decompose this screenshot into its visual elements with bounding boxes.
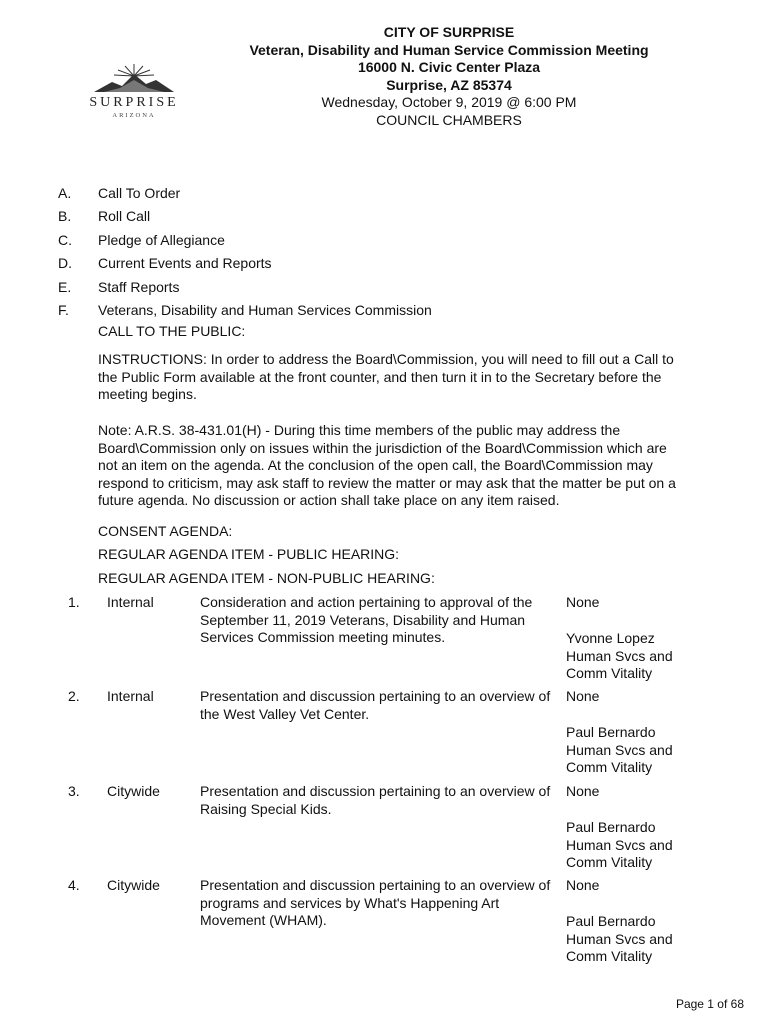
item-location: Internal xyxy=(107,688,154,704)
call-to-public-instructions: INSTRUCTIONS: In order to address the Board\Commission, you will need to fill out a Call to the Public Form available at the front counter, and then turn it in to the Secretary before the meeting begins. xyxy=(98,351,674,402)
item-contact xyxy=(566,724,766,777)
item-contact xyxy=(566,630,766,683)
agenda-letter: E. xyxy=(58,279,72,295)
contact-dept: Human Svcs and xyxy=(566,647,673,664)
consent-agenda-heading: CONSENT AGENDA: xyxy=(98,523,233,539)
meeting-title: Veteran, Disability and Human Service Commission Meeting xyxy=(249,41,649,58)
city-title: CITY OF SURPRISE xyxy=(383,24,515,40)
item-status: None xyxy=(566,594,600,610)
agenda-text: Call To Order xyxy=(98,185,181,201)
item-status: None xyxy=(566,783,600,799)
logo-wordmark: SURPRISE xyxy=(89,95,179,110)
city-logo xyxy=(78,62,190,124)
mountain-sun-icon xyxy=(94,62,174,94)
contact-dept: Comm Vitality xyxy=(566,948,653,964)
item-number: 4. xyxy=(68,877,80,893)
item-number: 1. xyxy=(68,594,80,610)
item-contact xyxy=(566,913,766,966)
call-to-public-heading: CALL TO THE PUBLIC: xyxy=(98,323,246,339)
agenda-text: Pledge of Allegiance xyxy=(98,232,225,248)
agenda-letter: C. xyxy=(58,232,72,248)
agenda-letter: B. xyxy=(58,208,72,224)
contact-name: Paul Bernardo xyxy=(566,819,656,835)
item-status: None xyxy=(566,688,600,704)
non-public-hearing-heading: REGULAR AGENDA ITEM - NON-PUBLIC HEARING: xyxy=(98,570,435,586)
item-description: Consideration and action pertaining to approval of the September 11, 2019 Veterans, Disability and Human Services Commission meeting minutes. xyxy=(200,594,533,645)
contact-dept: Human Svcs and xyxy=(566,930,673,947)
contact-dept: Comm Vitality xyxy=(566,759,653,775)
item-number: 3. xyxy=(68,783,80,799)
item-location: Citywide xyxy=(107,783,160,799)
meeting-datetime: Wednesday, October 9, 2019 @ 6:00 PM xyxy=(321,94,577,110)
agenda-text: Roll Call xyxy=(98,208,151,224)
city-state-line: Surprise, AZ 85374 xyxy=(386,76,512,93)
agenda-letter: F. xyxy=(58,302,69,318)
agenda-item-c xyxy=(58,232,225,248)
agenda-item-e xyxy=(58,279,179,295)
address-line: 16000 N. Civic Center Plaza xyxy=(357,59,541,75)
item-description: Presentation and discussion pertaining to an overview of the West Valley Vet Center. xyxy=(200,688,551,722)
agenda-text: Current Events and Reports xyxy=(98,255,272,271)
contact-dept: Human Svcs and xyxy=(566,836,673,853)
agenda-text: Veterans, Disability and Human Services Commission xyxy=(98,302,432,318)
contact-dept: Comm Vitality xyxy=(566,665,653,681)
logo-subtitle: ARIZONA xyxy=(112,112,156,119)
public-hearing-heading: REGULAR AGENDA ITEM - PUBLIC HEARING: xyxy=(98,546,400,562)
agenda-item-d xyxy=(58,255,272,271)
meeting-location: COUNCIL CHAMBERS xyxy=(376,111,522,128)
item-number: 2. xyxy=(68,688,80,704)
contact-name: Paul Bernardo xyxy=(566,724,656,740)
contact-name: Paul Bernardo xyxy=(566,913,656,929)
page-number: Page 1 of 68 xyxy=(675,997,744,1011)
item-status: None xyxy=(566,877,600,893)
item-description: Presentation and discussion pertaining to an overview of Raising Special Kids. xyxy=(200,783,551,817)
item-location: Internal xyxy=(107,594,154,610)
agenda-letter: D. xyxy=(58,255,72,271)
item-description: Presentation and discussion pertaining to an overview of programs and services by What's Happening Art Movement (WHAM). xyxy=(200,877,551,928)
contact-name: Yvonne Lopez xyxy=(566,630,655,646)
agenda-item-a xyxy=(58,185,180,201)
agenda-letter: A. xyxy=(58,185,72,201)
item-location: Citywide xyxy=(107,877,160,893)
meeting-header xyxy=(235,24,663,129)
contact-dept: Comm Vitality xyxy=(566,854,653,870)
agenda-item-b xyxy=(58,208,150,224)
agenda-item-f xyxy=(58,302,432,318)
call-to-public-note: Note: A.R.S. 38-431.01(H) - During this time members of the public may address the Board\Commission only on issues within the jurisdiction of the Board\Commission which are not an item on the agenda. At the conclusion of the open call, the Board\Commission may respond to criticism, may ask staff to review the matter or may ask that the matter be put on a future agenda. No discussion or action shall take place on any item raised. xyxy=(98,422,676,508)
agenda-text: Staff Reports xyxy=(98,279,180,295)
contact-dept: Human Svcs and xyxy=(566,741,673,758)
item-contact xyxy=(566,819,766,872)
